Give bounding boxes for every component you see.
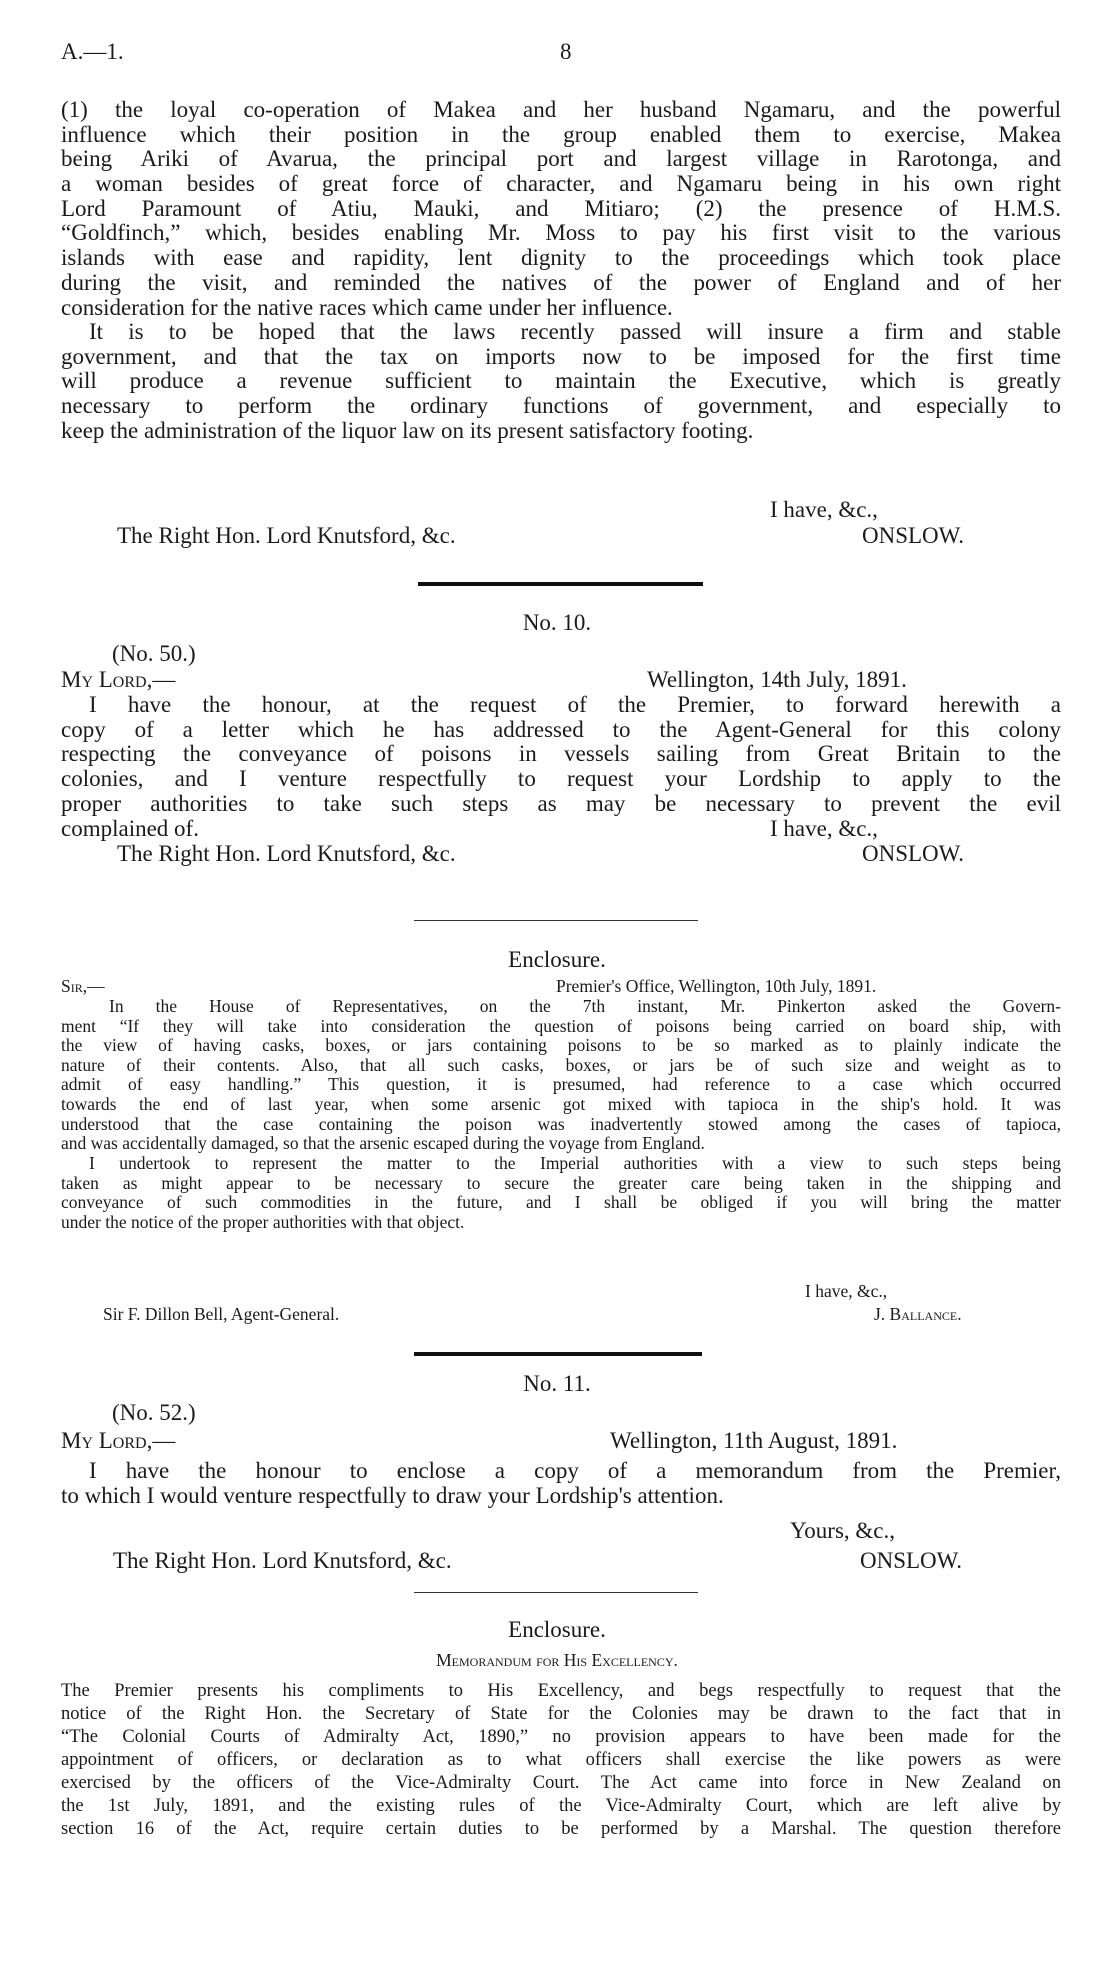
divider [414,1592,698,1593]
place-date: Premier's Office, Wellington, 10th July, 1891. [556,976,877,996]
text-line: the view of having casks, boxes, or jars containing poisons to be so marked as to plainly indicate the [61,1035,1061,1056]
text-line: colonies, and I venture respectfully to request your Lordship to apply to the [61,766,1061,792]
enclosure-heading: Enclosure. [508,947,606,972]
text-line: will produce a revenue sufficient to maintain the Executive, which is greatly [61,368,1061,394]
text-line: to which I would venture respectfully to draw your Lordship's attention. [61,1482,724,1508]
text-line: respecting the conveyance of poisons in vessels sailing from Great Britain to the [61,741,1061,767]
text-line: and was accidentally damaged, so that the arsenic escaped during the voyage from England. [61,1133,705,1154]
text-line: I undertook to represent the matter to the Imperial authorities with a view to such steps being [89,1153,1061,1173]
closing: I have, &c., [805,1281,888,1301]
signature: ONSLOW. [860,1548,963,1573]
text-line: understood that the case containing the poison was inadvertently stowed among the cases of tapioca, [61,1113,1061,1134]
text-line: nature of their contents. Also, that all such casks, boxes, or jars be of such size and weight as to [61,1054,1061,1075]
signature: J. Ballance. [874,1304,962,1324]
text-line: “Goldfinch,” which, besides enabling Mr. Moss to pay his first visit to the various [61,220,1061,246]
text-line: keep the administration of the liquor law on its present satisfactory footing. [61,417,754,443]
text-line: being Ariki of Avarua, the principal port and largest village in Rarotonga, and [61,146,1061,172]
text-line: I have the honour to enclose a copy of a memorandum from the Premier, [89,1458,1061,1483]
text-line: notice of the Right Hon. the Secretary of State for the Colonies may be drawn to the fact that in [61,1704,1061,1724]
text-line: during the visit, and reminded the natives of the power of England and of her [61,269,1061,295]
addressee: The Right Hon. Lord Knutsford, &c. [113,1548,452,1573]
signature: ONSLOW. [862,523,965,548]
text-line: exercised by the officers of the Vice-Admiralty Court. The Act came into force in New Zealand on [61,1773,1061,1793]
closing: Yours, &c., [790,1518,896,1543]
signature: ONSLOW. [862,841,965,866]
closing: I have, &c., [770,497,878,522]
addressee: Sir F. Dillon Bell, Agent-General. [103,1304,340,1324]
text-line: In the House of Representatives, on the 7th instant, Mr. Pinkerton asked the Govern- [109,996,1061,1016]
text-line: necessary to perform the ordinary functions of government, and especially to [61,393,1061,419]
text-line: copy of a letter which he has addressed to the Agent-General for this colony [61,716,1061,742]
text-line: government, and that the tax on imports now to be imposed for the first time [61,343,1061,369]
text-line: proper authorities to take such steps as may be necessary to prevent the evil [61,790,1061,816]
paragraph [61,997,1061,1154]
place-date: Wellington, 11th August, 1891. [610,1428,898,1453]
text-line: consideration for the native races which came under her influence. [61,294,673,320]
text-line: admit of easy handling.” This question, it is presumed, had reference to a case which occurred [61,1074,1061,1095]
enclosure-heading: Enclosure. [508,1617,606,1642]
paragraph [61,693,1061,816]
text-line: islands with ease and rapidity, lent dignity to the proceedings which took place [61,245,1061,271]
closing: I have, &c., [770,816,878,841]
divider [414,920,698,921]
text-line: I have the honour, at the request of the Premier, to forward herewith a [89,692,1061,717]
despatch-ref: (No. 52.) [112,1400,196,1425]
addressee: The Right Hon. Lord Knutsford, &c. [117,841,456,866]
paragraph [61,1154,1061,1232]
text-line: “The Colonial Courts of Admiralty Act, 1890,” no provision appears to have been made for the [61,1727,1061,1747]
text-line: the 1st July, 1891, and the existing rules of the Vice-Admiralty Court, which are left alive by [61,1796,1061,1816]
place-date: Wellington, 14th July, 1891. [647,667,907,692]
text-line: section 16 of the Act, require certain duties to be performed by a Marshal. The question therefore [61,1819,1061,1839]
section-divider [414,1352,702,1356]
document-reference: A.—1. [61,39,124,64]
despatch-ref: (No. 50.) [112,641,196,666]
text-line: towards the end of last year, when some arsenic got mixed with tapioca in the ship's hold. It was [61,1093,1061,1114]
paragraph [61,1680,1061,1841]
addressee: The Right Hon. Lord Knutsford, &c. [117,523,456,548]
text-line: a woman besides of great force of character, and Ngamaru being in his own right [61,171,1061,197]
section-divider [418,582,703,586]
text-line: influence which their position in the group enabled them to exercise, Makea [61,121,1061,147]
text-line: The Premier presents his compliments to His Excellency, and begs respectfully to request that the [61,1681,1061,1701]
salutation: My Lord,— [61,667,176,692]
paragraph [61,320,1061,443]
text-line: taken as might appear to be necessary to secure the greater care being taken in the shipping and [61,1172,1061,1193]
text-line: (1) the loyal co-operation of Makea and her husband Ngamaru, and the powerful [61,97,1061,122]
salutation: My Lord,— [61,1428,176,1453]
letter-number-heading: No. 10. [522,610,592,635]
text-line: under the notice of the proper authorities with that object. [61,1211,465,1232]
text-line: It is to be hoped that the laws recently passed will insure a firm and stable [89,319,1061,344]
text-line: appointment of officers, or declaration as to what officers shall exercise the like powers as were [61,1750,1061,1770]
paragraph [61,1459,1061,1508]
paragraph-last-line: complained of. [61,816,199,841]
text-line: Lord Paramount of Atiu, Mauki, and Mitiaro; (2) the presence of H.M.S. [61,195,1061,221]
page-number: 8 [560,39,572,64]
salutation: Sir,— [61,976,105,996]
text-line: ment “If they will take into consideration the question of poisons being carried on board ship, with [61,1015,1061,1036]
letter-number-heading: No. 11. [523,1371,591,1396]
paragraph [61,98,1061,320]
memorandum-title: Memorandum for His Excellency. [436,1650,678,1670]
text-line: conveyance of such commodities in the future, and I shall be obliged if you will bring the matter [61,1192,1061,1213]
